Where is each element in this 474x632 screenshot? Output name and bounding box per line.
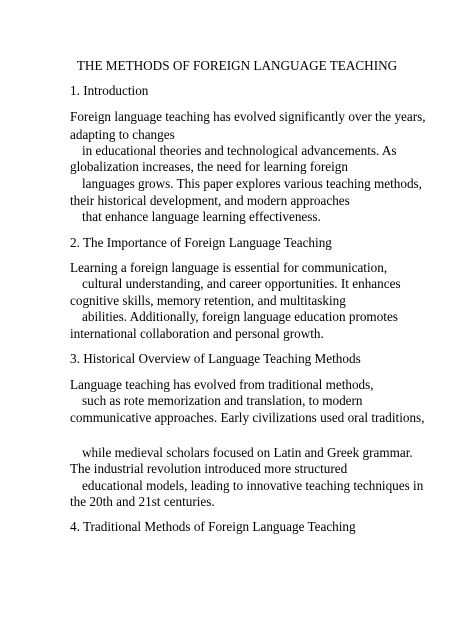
paragraph-line: in educational theories and technological advancements. As — [82, 143, 397, 158]
paragraph-line: globalization increases, the need for learning foreign — [70, 159, 348, 174]
paragraph-line: the 20th and 21st centuries. — [70, 494, 215, 509]
section-heading-introduction: 1. Introduction — [70, 83, 149, 98]
paragraph-line: Learning a foreign language is essential for communication, — [70, 260, 388, 275]
paragraph-line: communicative approaches. Early civilizations used oral traditions, — [70, 410, 425, 425]
paragraph-line: such as rote memorization and translation, to modern — [82, 393, 363, 408]
paragraph-line: educational models, leading to innovative teaching techniques in — [82, 478, 424, 493]
paragraph-line: Language teaching has evolved from traditional methods, — [70, 377, 374, 392]
paragraph-line: cultural understanding, and career opportunities. It enhances — [82, 276, 401, 291]
document-title: THE METHODS OF FOREIGN LANGUAGE TEACHING — [76, 58, 398, 73]
paragraph-line: Foreign language teaching has evolved significantly over the years, — [70, 109, 426, 124]
paragraph-line: their historical development, and modern approaches — [70, 193, 350, 208]
paragraph-line: adapting to changes — [70, 127, 175, 142]
paragraph-line: that enhance language learning effectiveness. — [82, 209, 321, 224]
paragraph-line: while medieval scholars focused on Latin and Greek grammar. — [82, 445, 413, 460]
paragraph-line: abilities. Additionally, foreign language education promotes — [82, 309, 398, 324]
paragraph-line: cognitive skills, memory retention, and multitasking — [70, 293, 346, 308]
paragraph-line: languages grows. This paper explores various teaching methods, — [82, 176, 422, 191]
section-heading-importance: 2. The Importance of Foreign Language Teaching — [70, 235, 332, 250]
paragraph-line: The industrial revolution introduced more structured — [70, 461, 348, 476]
paragraph-line: international collaboration and personal growth. — [70, 326, 324, 341]
section-heading-traditional-methods: 4. Traditional Methods of Foreign Language Teaching — [70, 519, 356, 534]
section-heading-historical-overview: 3. Historical Overview of Language Teaching Methods — [70, 351, 361, 366]
